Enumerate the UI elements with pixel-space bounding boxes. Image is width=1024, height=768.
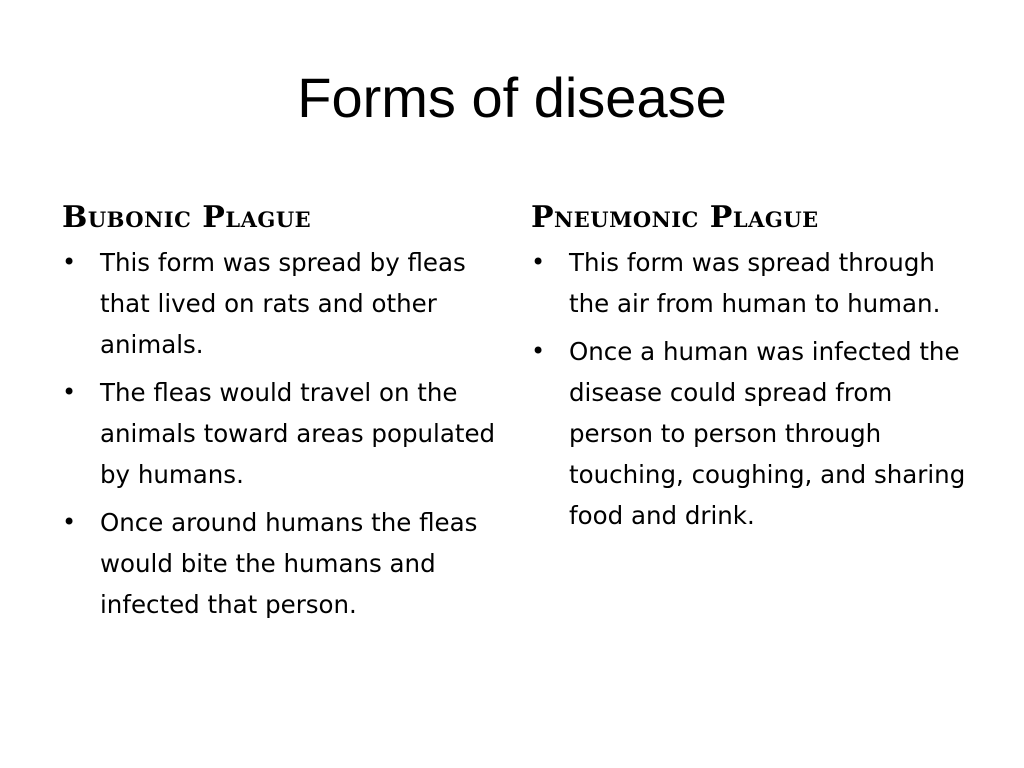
bullet-item (62, 372, 502, 495)
bullet-item (531, 331, 971, 536)
column-heading-bubonic: Bubonic Plague (62, 200, 312, 235)
bullet-icon: • (62, 248, 77, 276)
bullet-icon: • (531, 248, 546, 276)
bullet-item (62, 502, 502, 625)
bullet-icon: • (531, 337, 546, 365)
bullet-text: Once around humans the fleas would bite the humans and infected that person. (100, 508, 478, 619)
bullet-text: Once a human was infected the disease could spread from person to person through touching, coughing, and sharing food and drink. (569, 337, 966, 530)
bullet-item (62, 242, 502, 365)
pneumonic-bullet-list (531, 242, 971, 536)
bubonic-bullet-list (62, 242, 502, 625)
bullet-text: This form was spread through the air from human to human. (569, 248, 941, 318)
slide-title: Forms of disease (297, 66, 727, 129)
bullet-icon: • (62, 508, 77, 536)
pneumonic-plague-column (531, 196, 971, 543)
bullet-text: The fleas would travel on the animals toward areas populated by humans. (100, 378, 496, 489)
bullet-icon: • (62, 378, 77, 406)
bubonic-plague-column (62, 196, 502, 632)
bullet-item (531, 242, 971, 324)
column-heading-pneumonic: Pneumonic Plague (531, 200, 819, 235)
bullet-text: This form was spread by fleas that lived on rats and other animals. (100, 248, 466, 359)
